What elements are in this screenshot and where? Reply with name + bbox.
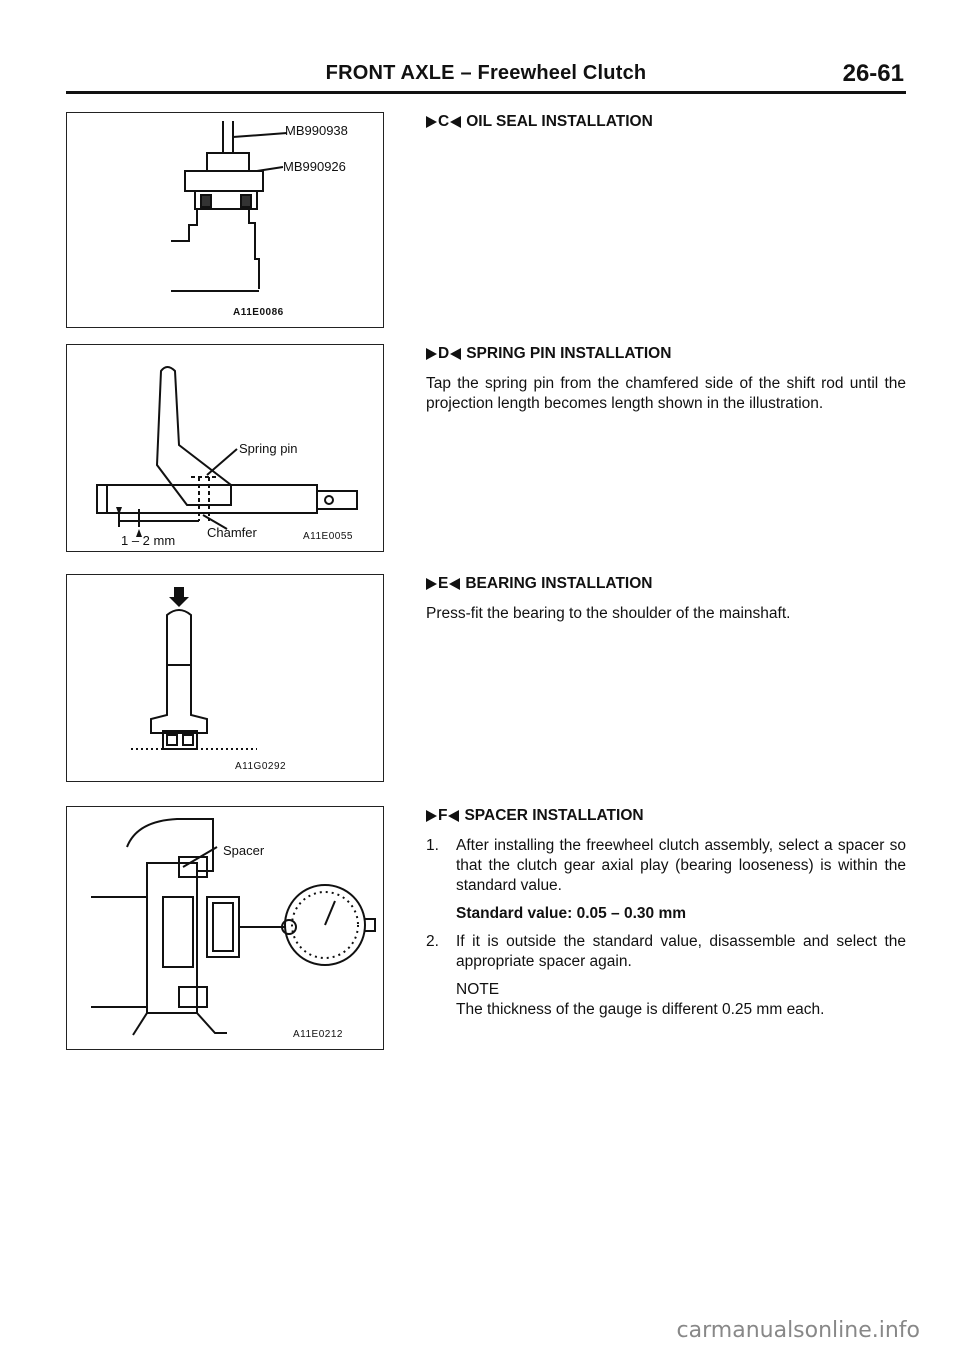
dimension-label: 1 – 2 mm xyxy=(121,533,176,548)
section-heading: SPACER INSTALLATION xyxy=(464,807,644,824)
spring-pin-label: Spring pin xyxy=(239,441,298,456)
section-body: Tap the spring pin from the chamfered side of the shift rod until the projection length becomes length shown in the illustration. xyxy=(426,375,906,412)
figure-code: A11G0292 xyxy=(235,761,287,772)
chamfer-label: Chamfer xyxy=(207,525,257,540)
page-number: 26-61 xyxy=(842,60,904,87)
figure-oil-seal-tools xyxy=(66,112,384,328)
section-body: Press-fit the bearing to the shoulder of the mainshaft. xyxy=(426,605,791,622)
tool-label-mb990926: MB990926 xyxy=(283,159,346,174)
bearing-press-drawing xyxy=(67,575,385,783)
spring-pin-drawing xyxy=(67,345,385,553)
figure-bearing-press xyxy=(66,574,384,782)
header-rule xyxy=(66,91,906,94)
list-item: 2. If it is outside the standard value, disassemble and select the appropriate spacer again. xyxy=(426,933,906,970)
arrow-right-icon xyxy=(426,578,437,590)
note-text: The thickness of the gauge is different 0.25 mm each. xyxy=(456,1001,825,1018)
page-title: FRONT AXLE – Freewheel Clutch xyxy=(325,62,647,84)
figure-spring-pin xyxy=(66,344,384,552)
tool-label-mb990938: MB990938 xyxy=(285,123,348,138)
section-spring-pin xyxy=(426,344,906,414)
standard-value: Standard value: 0.05 – 0.30 mm xyxy=(456,905,687,922)
section-heading: SPRING PIN INSTALLATION xyxy=(466,345,672,362)
section-marker-e: E xyxy=(426,574,460,594)
arrow-right-icon xyxy=(426,116,437,128)
arrow-left-icon xyxy=(448,810,459,822)
arrow-right-icon xyxy=(426,348,437,360)
spacer-label: Spacer xyxy=(223,843,265,858)
arrow-right-icon xyxy=(426,810,437,822)
arrow-left-icon xyxy=(450,348,461,360)
section-heading: BEARING INSTALLATION xyxy=(465,575,653,592)
list-item: 1. After installing the freewheel clutch assembly, select a spacer so that the clutch gear axial play (bearing looseness) is within the standard value. xyxy=(426,837,906,894)
watermark: carmanualsonline.info xyxy=(676,1318,920,1343)
figure-code: A11E0055 xyxy=(303,531,353,542)
section-marker-d: D xyxy=(426,344,461,364)
section-marker-f: F xyxy=(426,806,459,826)
note-label: NOTE xyxy=(456,981,500,998)
figure-code: A11E0086 xyxy=(233,307,284,318)
arrow-left-icon xyxy=(450,116,461,128)
section-oil-seal xyxy=(426,112,906,142)
section-bearing xyxy=(426,574,906,624)
oil-seal-tool-drawing xyxy=(67,113,385,329)
section-heading: OIL SEAL INSTALLATION xyxy=(466,113,653,130)
section-spacer xyxy=(426,806,906,1028)
page-header xyxy=(66,60,906,94)
section-marker-c: C xyxy=(426,112,461,132)
figure-spacer-measure xyxy=(66,806,384,1050)
figure-code: A11E0212 xyxy=(293,1029,343,1040)
arrow-left-icon xyxy=(449,578,460,590)
